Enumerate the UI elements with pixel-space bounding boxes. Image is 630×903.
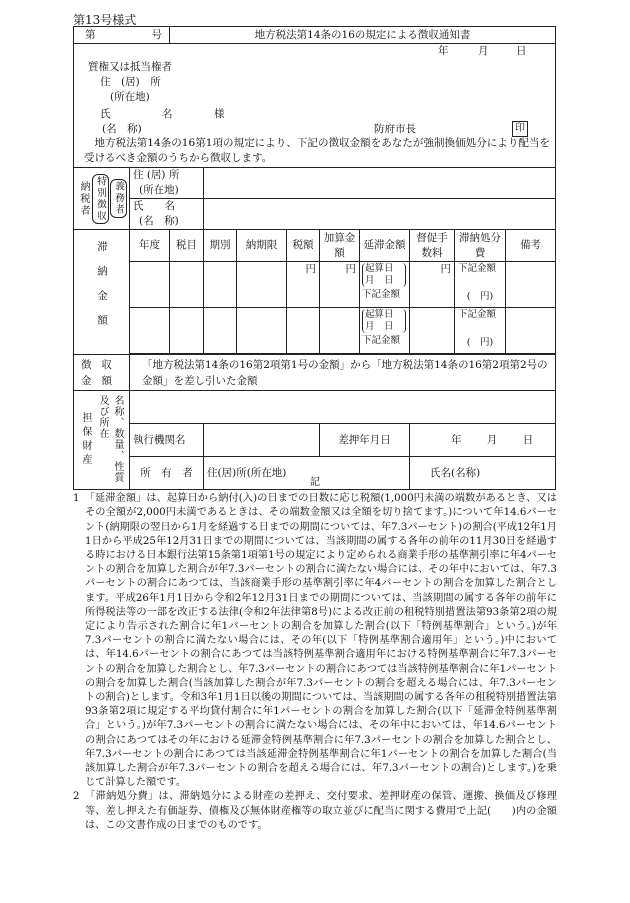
cell xyxy=(204,262,237,308)
col-year: 年度 xyxy=(130,230,170,262)
date-day: 日 xyxy=(516,45,527,57)
arrears-row-2 xyxy=(74,308,556,354)
col-period: 期別 xyxy=(204,230,237,262)
below-amount: 下記金額 xyxy=(362,335,401,346)
taxpayer-name-sub: (名 称) xyxy=(139,215,179,227)
header-row xyxy=(74,27,556,44)
col-disposition-fee: 滞納処分費 xyxy=(455,230,506,262)
cell xyxy=(506,262,556,308)
taxpayer-address-sub: (所在地) xyxy=(139,184,179,196)
below-amount: 下記金額 xyxy=(458,309,497,320)
taxpayer-side-label xyxy=(74,168,130,230)
owner-address-label: 住(居)所(所在地) xyxy=(204,457,410,490)
number-cell xyxy=(74,27,170,44)
day-label: 日 xyxy=(384,321,394,332)
col-additional: 加算金額 xyxy=(320,230,360,262)
month-label: 月 xyxy=(365,275,375,286)
notes-heading: 記 xyxy=(309,477,321,488)
collateral-row-1 xyxy=(74,391,556,424)
collateral-description xyxy=(130,391,556,424)
cell xyxy=(410,308,455,354)
note-item-1: 1 「延滞金額」は、起算日から納付(入)の日までの日数に応じ税額(1,000円未満の端数があるとき、又はその全額が2,000円未満であるときは、その端数金額又は全額を切り捨てます。)について年14.6パーセント(納期限の翌日から1月を経過する日までの期間については、年7.3パーセント)の割合(平成12年1月1日から平成25年12月31日までの期間については、当該期間の属する各年の前年の11月30日を経過する時における日本銀行法第15条第1項第1号の規定により定められる商業手形の基準割引率に年4パーセントの割合を加算した割合が年7.3パーセントの割合に満たない場合には、その年中においては、年7.3パーセントの割合にあつては、当該商業手形の基準割引率に年4パーセントの割合を加算した割合とします。平成26年1月1日から令和2年12月31日までの期間については、当該期間の属する各年の前年に所得税法等の一部を改正する法律(令和2年法律第8号)による改正前の租税特別措置法第93条第2項の規定により告示された割合に年1パーセントの割合を加算した割合(以下「特例基準割合」という。)が年7.3パーセントの割合に満たない場合には、その年(以下「特例基準割合適用年」という。)中においては、年14.6パーセントの割合にあつては当該特例基準割合適用年における特例基準割合に年7.3パーセントの割合を加算した割合とし、年7.3パーセントの割合にあつては当該特例基準割合に年1パーセントの割合を加算した割合(当該加算した割合が年7.3パーセントの割合を超える場合には、年7.3パーセントの割合)とします。令和3年1月1日以後の期間については、当該期間の属する各年の租税特別措置法第93条第2項に規定する平均貸付割合に年1パーセントの割合を加算した割合(以下「延滞金特例基準割合」という。)が年7.3パーセントの割合に満たない場合には、その年中においては、年14.6パーセントの割合にあつてはその年における延滞金特例基準割合に年7.3パーセントの割合を加算した割合とし、年7.3パーセントの割合にあつては当該延滞金特例基準割合に年1パーセントの割合を加算した割合(当該加算した割合が年7.3パーセントの割合を超える場合には、年7.3パーセントの割合)とします。)を乗じて計算した額です。 xyxy=(73,493,557,789)
taxpayer-address-row xyxy=(74,168,556,199)
intro-text: 地方税法第14条の16第1項の規定により、下記の徴収金額をあなたが強制換価処分により配当を受けるべき金額のうちから徴収します。 xyxy=(84,137,550,164)
collateral-sub-label: 名称、数量、性質及び所在 xyxy=(97,395,123,483)
arrears-header-row xyxy=(74,230,556,262)
disposition-cell xyxy=(455,262,506,308)
recipient-name-sub: (名 称) xyxy=(102,123,142,135)
amount-paren: ( 円) xyxy=(466,291,494,302)
notes-section xyxy=(73,476,557,833)
col-tax-amount: 税額 xyxy=(287,230,320,262)
start-date-label: 起算日 xyxy=(365,309,394,320)
recipient-block xyxy=(74,44,556,168)
notice-form-table xyxy=(73,26,556,490)
cell xyxy=(237,262,287,308)
arrears-side-text: 滞納金額 xyxy=(96,240,108,339)
cell xyxy=(170,262,204,308)
col-demand-fee: 督促手数料 xyxy=(410,230,455,262)
yen-unit: 円 xyxy=(287,262,320,308)
recipient-cell xyxy=(74,44,556,168)
seizure-date-value xyxy=(410,424,556,457)
month-label: 月 xyxy=(365,321,375,332)
arrears-side-label xyxy=(74,230,130,355)
cell xyxy=(287,308,320,354)
collection-text: 「地方税法第14条の16第2項第1号の金額」から「地方税法第14条の16第2項第2号の金額」を差し引いた金額 xyxy=(130,355,556,391)
cell xyxy=(170,308,204,354)
agency-value xyxy=(204,424,320,457)
below-amount: 下記金額 xyxy=(458,263,497,274)
collection-label: 徴収金額 xyxy=(74,355,130,391)
seizure-date-label: 差押年月日 xyxy=(320,424,410,457)
collateral-side-label: 担保財産 xyxy=(80,412,91,468)
amount-paren: ( 円) xyxy=(466,337,494,348)
collection-row xyxy=(74,355,556,391)
owner-label: 所 有 者 xyxy=(130,457,204,490)
cell xyxy=(204,308,237,354)
yen-unit: 円 xyxy=(320,262,360,308)
delinquency-cell xyxy=(360,308,410,354)
form-number: 第13号様式 xyxy=(73,13,137,27)
taxpayer-name-value xyxy=(204,199,556,230)
taxpayer-side-main: 納税者 xyxy=(78,180,89,217)
disposition-cell xyxy=(455,308,506,354)
cell xyxy=(320,308,360,354)
cell xyxy=(506,308,556,354)
date-year: 年 xyxy=(438,45,449,57)
taxpayer-name-row xyxy=(74,199,556,230)
collateral-side xyxy=(74,391,130,490)
taxpayer-name-label xyxy=(130,199,204,230)
cell xyxy=(130,262,170,308)
number-label: 第 xyxy=(85,28,96,41)
seizure-day: 日 xyxy=(522,433,534,446)
issuer-name: 防府市長 xyxy=(374,123,416,135)
yen-unit: 円 xyxy=(410,262,455,308)
note-item-2: 2 「滞納処分費」は、滞納処分による財産の差押え、交付要求、差押財産の保管、運搬、換価及び修理等、差し押えた有価証券、債権及び無体財産権等の取立並びに配当に関する費用で上記( )内の金額は、この文書作成の日までのものです。 xyxy=(73,791,557,831)
recipient-address-label: 住 (居) 所 xyxy=(100,76,161,88)
agency-label: 執行機関名 xyxy=(130,424,204,457)
seizure-month: 月 xyxy=(486,433,498,446)
delinquency-cell xyxy=(360,262,410,308)
recipient-name-char1: 氏 xyxy=(100,108,111,120)
taxpayer-side-a: 特別徴収 xyxy=(92,174,109,224)
seal-mark: 印 xyxy=(512,121,528,137)
cell xyxy=(130,308,170,354)
col-due-date: 納期限 xyxy=(237,230,287,262)
day-label: 日 xyxy=(384,275,394,286)
col-remarks: 備考 xyxy=(506,230,556,262)
taxpayer-address-value xyxy=(204,168,556,199)
taxpayer-address-text: 住 (居) 所 xyxy=(133,169,180,181)
document-title: 地方税法第14条の16の規定による徴収通知書 xyxy=(170,27,556,44)
start-date-label: 起算日 xyxy=(365,263,394,274)
taxpayer-name-text: 氏 名 xyxy=(133,200,175,212)
taxpayer-side-b: 義務者 xyxy=(110,179,127,218)
collateral-row-2 xyxy=(74,424,556,457)
col-tax-item: 税目 xyxy=(170,230,204,262)
recipient-name-char2: 名 xyxy=(162,108,173,120)
col-delinquency: 延滞金額 xyxy=(360,230,410,262)
seizure-year: 年 xyxy=(451,433,462,446)
date-month: 月 xyxy=(478,45,489,57)
recipient-label: 質権又は抵当権者 xyxy=(88,61,172,73)
owner-name-label: 氏名(名称) xyxy=(410,457,556,490)
recipient-address-sub: (所在地) xyxy=(110,91,150,103)
arrears-row-1 xyxy=(74,262,556,308)
recipient-honorific: 様 xyxy=(214,108,225,120)
number-suffix: 号 xyxy=(151,28,162,41)
cell xyxy=(237,308,287,354)
taxpayer-address-label xyxy=(130,168,204,199)
below-amount: 下記金額 xyxy=(362,289,401,300)
